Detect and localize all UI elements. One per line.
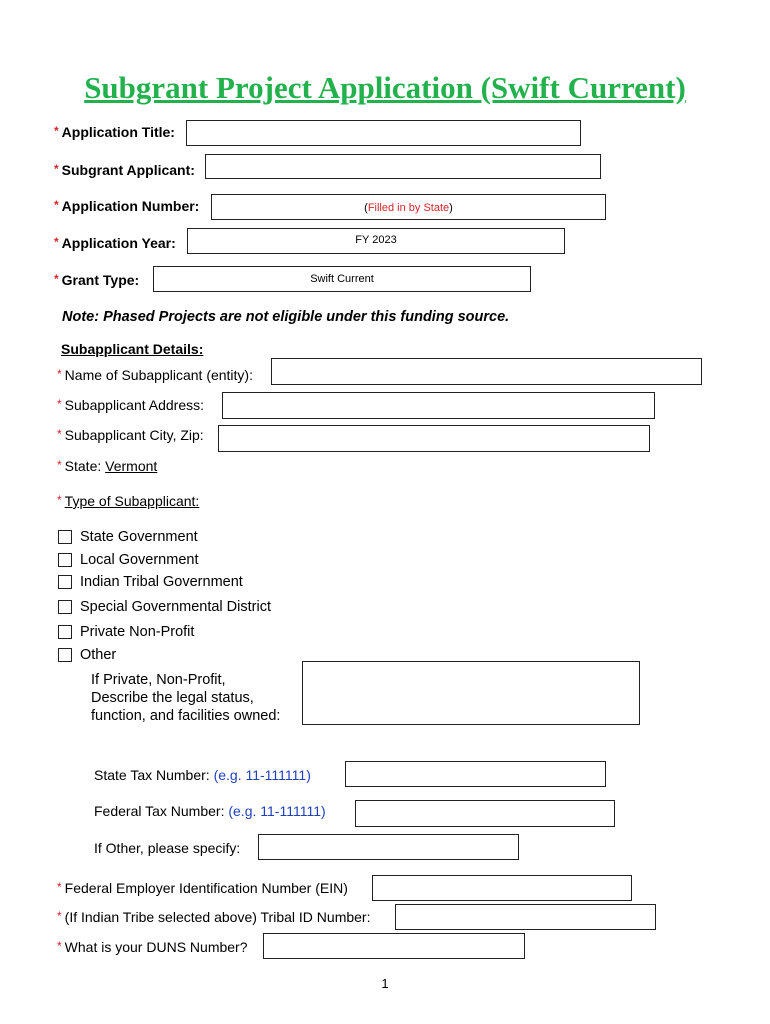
checkbox[interactable] (58, 600, 72, 614)
state-tax-label: State Tax Number: (e.g. 11-111111) (94, 767, 311, 783)
application-number-input[interactable] (211, 194, 606, 220)
duns-label: * What is your DUNS Number? (57, 939, 248, 955)
ein-label: * Federal Employer Identification Number (EIN) (57, 880, 348, 896)
application-number-value: (Filled in by State) (364, 202, 453, 214)
checkbox[interactable] (58, 625, 72, 639)
checkbox[interactable] (58, 648, 72, 662)
subgrant-applicant-label: * Subgrant Applicant: (54, 162, 195, 178)
other-specify-label: If Other, please specify: (94, 840, 241, 856)
application-year-input[interactable] (187, 228, 565, 254)
type-option-state-government[interactable]: State Government (58, 529, 198, 545)
subapplicant-name-label: * Name of Subapplicant (entity): (57, 367, 253, 383)
required-marker: * (54, 198, 59, 212)
required-marker: * (54, 124, 59, 138)
type-option-local-government[interactable]: Local Government (58, 552, 198, 568)
subapplicant-heading: Subapplicant Details: (61, 341, 204, 357)
type-option-indian-tribal-government[interactable]: Indian Tribal Government (58, 574, 243, 590)
grant-type-label: * Grant Type: (54, 272, 140, 288)
type-option-special-governmental-district[interactable]: Special Governmental District (58, 599, 271, 615)
application-year-label: * Application Year: (54, 235, 176, 251)
checkbox[interactable] (58, 553, 72, 567)
required-marker: * (54, 235, 59, 249)
legal-status-label: If Private, Non-Profit, Describe the legal status, function, and facilities owned: (91, 672, 281, 724)
duns-input[interactable] (263, 933, 525, 959)
tribal-id-input[interactable] (395, 904, 656, 930)
type-option-private-non-profit[interactable]: Private Non-Profit (58, 624, 194, 640)
required-marker: * (54, 272, 59, 286)
federal-tax-input[interactable] (355, 800, 615, 827)
checkbox[interactable] (58, 530, 72, 544)
application-year-value: FY 2023 (355, 234, 397, 246)
federal-tax-label: Federal Tax Number: (e.g. 11-111111) (94, 803, 326, 819)
application-title-label: * Application Title: (54, 124, 175, 140)
grant-type-value: Swift Current (310, 273, 374, 285)
application-number-label: * Application Number: (54, 198, 200, 214)
state-value: Vermont (105, 458, 158, 474)
subapplicant-address-label: * Subapplicant Address: (57, 397, 204, 413)
other-specify-input[interactable] (258, 834, 519, 860)
ein-input[interactable] (372, 875, 632, 901)
subapplicant-type-label: * Type of Subapplicant: (57, 493, 200, 509)
state-tax-input[interactable] (345, 761, 606, 787)
required-marker: * (54, 162, 59, 176)
subapplicant-city-zip-input[interactable] (218, 425, 650, 452)
page-title: Subgrant Project Application (Swift Current) (84, 70, 686, 105)
tribal-id-label: * (If Indian Tribe selected above) Tribal ID Number: (57, 909, 371, 925)
application-title-input[interactable] (186, 120, 581, 146)
checkbox[interactable] (58, 575, 72, 589)
type-option-other[interactable]: Other (58, 647, 116, 663)
subgrant-applicant-input[interactable] (205, 154, 601, 179)
page-number: 1 (381, 976, 389, 991)
subapplicant-state: * State: Vermont (57, 458, 158, 474)
subapplicant-address-input[interactable] (222, 392, 655, 419)
legal-status-textarea[interactable] (302, 661, 640, 725)
funding-note: Note: Phased Projects are not eligible under this funding source. (62, 309, 510, 325)
subapplicant-city-zip-label: * Subapplicant City, Zip: (57, 427, 204, 443)
grant-type-input[interactable] (153, 266, 531, 292)
subapplicant-name-input[interactable] (271, 358, 702, 385)
